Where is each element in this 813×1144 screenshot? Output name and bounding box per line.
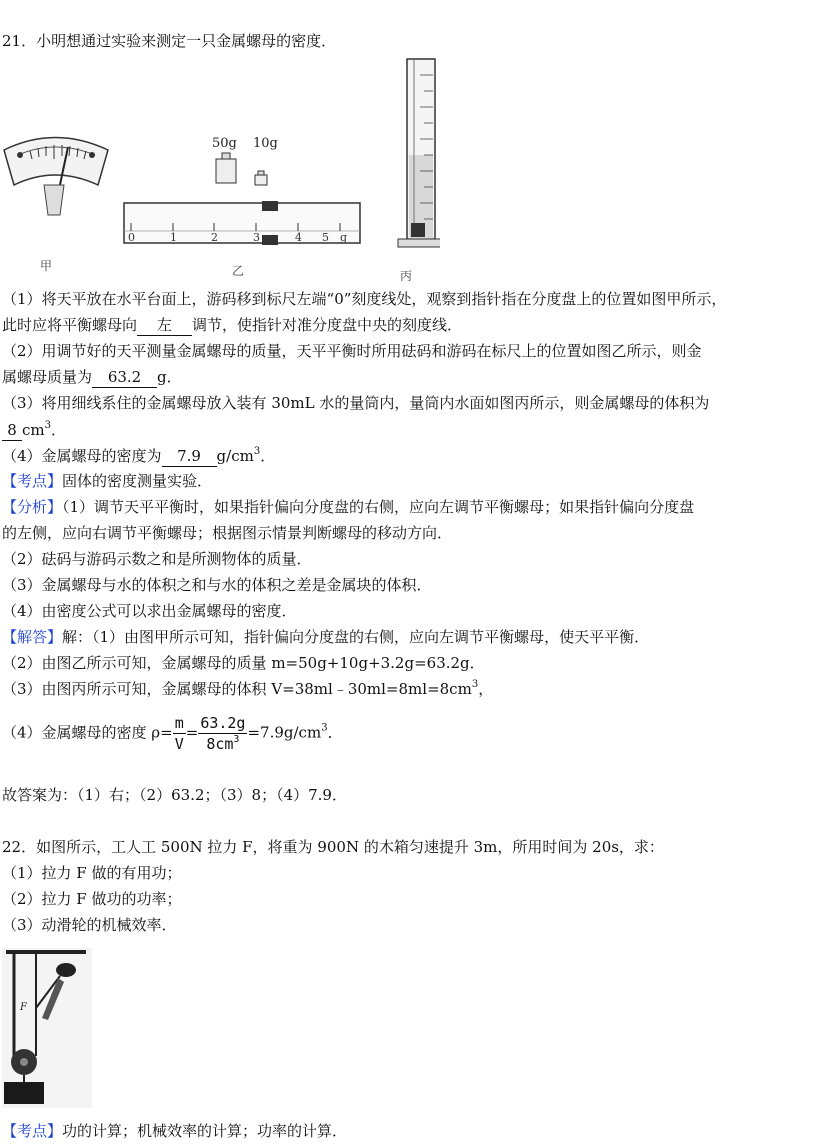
q21-fenxi-line4: （3）金属螺母与水的体积之和与水的体积之差是金属块的体积． (2, 576, 432, 594)
q21-part1-answer: 左 (137, 315, 192, 336)
ruler-tick-1: 1 (170, 231, 177, 244)
force-f-label: F (20, 1002, 27, 1013)
q21-jieda-line4-post: =7.9g/cm (247, 723, 322, 742)
q21-part4-pre: （4）金属螺母的密度为 (2, 447, 162, 465)
balance-ruler (124, 201, 360, 245)
q21-title: 21．小明想通过实验来测定一只金属螺母的密度． (2, 32, 337, 50)
q21-jieda-text3: （3）由图丙所示可知，金属螺母的体积 V=38ml﹣30ml=8ml=8cm (2, 680, 472, 698)
frac1-den: V (174, 735, 184, 753)
q21-jieda-line4-tail: ． (327, 723, 343, 742)
q21-kaodian-tag: 【考点】 (2, 472, 63, 490)
q21-part1-line2 (2, 315, 462, 336)
q21-fenxi-line2: 的左侧，应向右调节平衡螺母；根据图示情景判断螺母的移动方向． (2, 524, 453, 542)
weight-50g-label: 50g (212, 136, 237, 151)
q21-part4-unit: g/cm (216, 447, 254, 465)
graduated-cylinder-icon (398, 59, 440, 247)
q21-fenxi-text1: （1）调节天平平衡时，如果指针偏向分度盘的右侧，应向左调节平衡螺母；如果指针偏向分度盘 (62, 498, 695, 516)
q21-answer-summary: 故答案为：（1）右；（2）63.2；（3）8；（4）7.9． (2, 786, 347, 804)
q22-kaodian-tag: 【考点】 (2, 1122, 63, 1140)
q21-jieda-text3-tail: ， (478, 680, 494, 698)
q21-part3-answer: 8 (2, 420, 22, 441)
frac2-den: $8cm^3$ (206, 734, 240, 753)
q21-kaodian-text: 固体的密度测量实验． (62, 472, 213, 490)
q21-jieda-text1: 解：（1）由图甲所示可知，指针偏向分度盘的右侧，应向左调节平衡螺母，使天平平衡． (62, 628, 650, 646)
q21-part3-tail: ． (51, 421, 67, 439)
q21-part2-line2 (2, 367, 182, 388)
q22-item1: （1）拉力 F 做的有用功； (2, 864, 182, 882)
ruler-tick-3: 3 (253, 231, 260, 244)
q21-fenxi-tag: 【分析】 (2, 498, 63, 516)
q21-part3-line1: （3）将用细线系住的金属螺母放入装有 30mL 水的量筒内，量筒内水面如图丙所示，则金属螺母的体积为 (2, 394, 710, 412)
q21-part2-post: g． (157, 368, 182, 386)
weight-10g-label: 10g (253, 136, 278, 151)
ruler-tick-2: 2 (211, 231, 218, 244)
frac2-num: 63.2g (200, 714, 246, 732)
q21-kaodian (2, 471, 212, 491)
q22-kaodian-text: 功的计算；机械效率的计算；功率的计算． (62, 1122, 348, 1140)
ruler-tick-g: g (340, 231, 348, 244)
density-fraction-mv (173, 713, 186, 754)
q21-jieda-line4: （4）金属螺母的密度 ρ= $\frac{m}{V}$ = $\frac{63.2g}{8cm^3}$ $=7.9g/cm^3$． (2, 714, 343, 753)
weight-50g-icon (216, 153, 236, 183)
q21-fenxi-line3: （2）砝码与游码示数之和是所测物体的质量． (2, 550, 312, 568)
q21-figure (0, 55, 440, 287)
label-yi: 乙 (232, 264, 245, 278)
q21-part4: （4）金属螺母的密度为 7.9 $g/cm^3$． (2, 446, 276, 465)
weight-10g-icon (255, 171, 267, 185)
balance-apparatus-diagram (0, 55, 440, 287)
q21-jieda-line2: （2）由图乙所示可知，金属螺母的质量 m=50g+10g+3.2g=63.2g． (2, 654, 485, 672)
label-bing: 丙 (400, 269, 413, 283)
q21-fenxi-line1 (2, 497, 694, 517)
q21-jieda-line4-pre: （4）金属螺母的密度 ρ= (2, 723, 173, 742)
label-jia: 甲 (40, 259, 53, 273)
q22-item3: （3）动滑轮的机械效率． (2, 916, 177, 934)
q21-jieda-line3: （3）由图丙所示可知，金属螺母的体积 $V=38ml﹣30ml=8ml=8cm^3$， (2, 679, 494, 698)
q21-part2-pre: 属螺母质量为 (2, 368, 93, 386)
q21-part2-line1: （2）用调节好的天平测量金属螺母的质量，天平平衡时所用砝码和游码在标尺上的位置如图乙所示，则金 (2, 342, 702, 360)
q21-part4-tail: ． (260, 447, 276, 465)
q21-part3-unit: cm (22, 421, 45, 439)
balance-dial-icon (4, 138, 108, 216)
q22-figure (2, 948, 92, 1108)
q21-part4-answer: 7.9 (162, 446, 217, 467)
ruler-tick-5: 5 (322, 231, 329, 244)
q22-title: 22．如图所示，工人工 500N 拉力 F，将重为 900N 的木箱匀速提升 3m，所用时间为 20s，求： (2, 838, 664, 856)
q21-jieda-line1 (2, 627, 649, 647)
q21-part1-post: 调节，使指针对准分度盘中央的刻度线． (192, 316, 463, 334)
q21-part3-line2: 8 $cm^3$． (2, 420, 66, 441)
q21-jieda-tag: 【解答】 (2, 628, 63, 646)
ruler-tick-0: 0 (128, 231, 135, 244)
q21-fenxi-line5: （4）由密度公式可以求出金属螺母的密度． (2, 602, 297, 620)
q21-part2-answer: 63.2 (92, 367, 157, 388)
q21-part1-line1: （1）将天平放在水平台面上，游码移到标尺左端“0”刻度线处，观察到指针指在分度盘上的位置如图甲所示， (2, 290, 727, 308)
pulley-wheel-icon (11, 1049, 37, 1075)
q22-item2: （2）拉力 F 做功的功率； (2, 890, 182, 908)
pulley-diagram (2, 948, 92, 1108)
frac1-num: m (174, 714, 184, 732)
q22-kaodian (2, 1121, 347, 1141)
q21-part1-pre: 此时应将平衡螺母向 (2, 316, 138, 334)
ruler-tick-4: 4 (295, 231, 302, 244)
wooden-box-icon (4, 1082, 44, 1104)
density-fraction-values (198, 713, 247, 754)
rider-bottom-icon (262, 235, 278, 245)
rider-top-icon (262, 201, 278, 211)
